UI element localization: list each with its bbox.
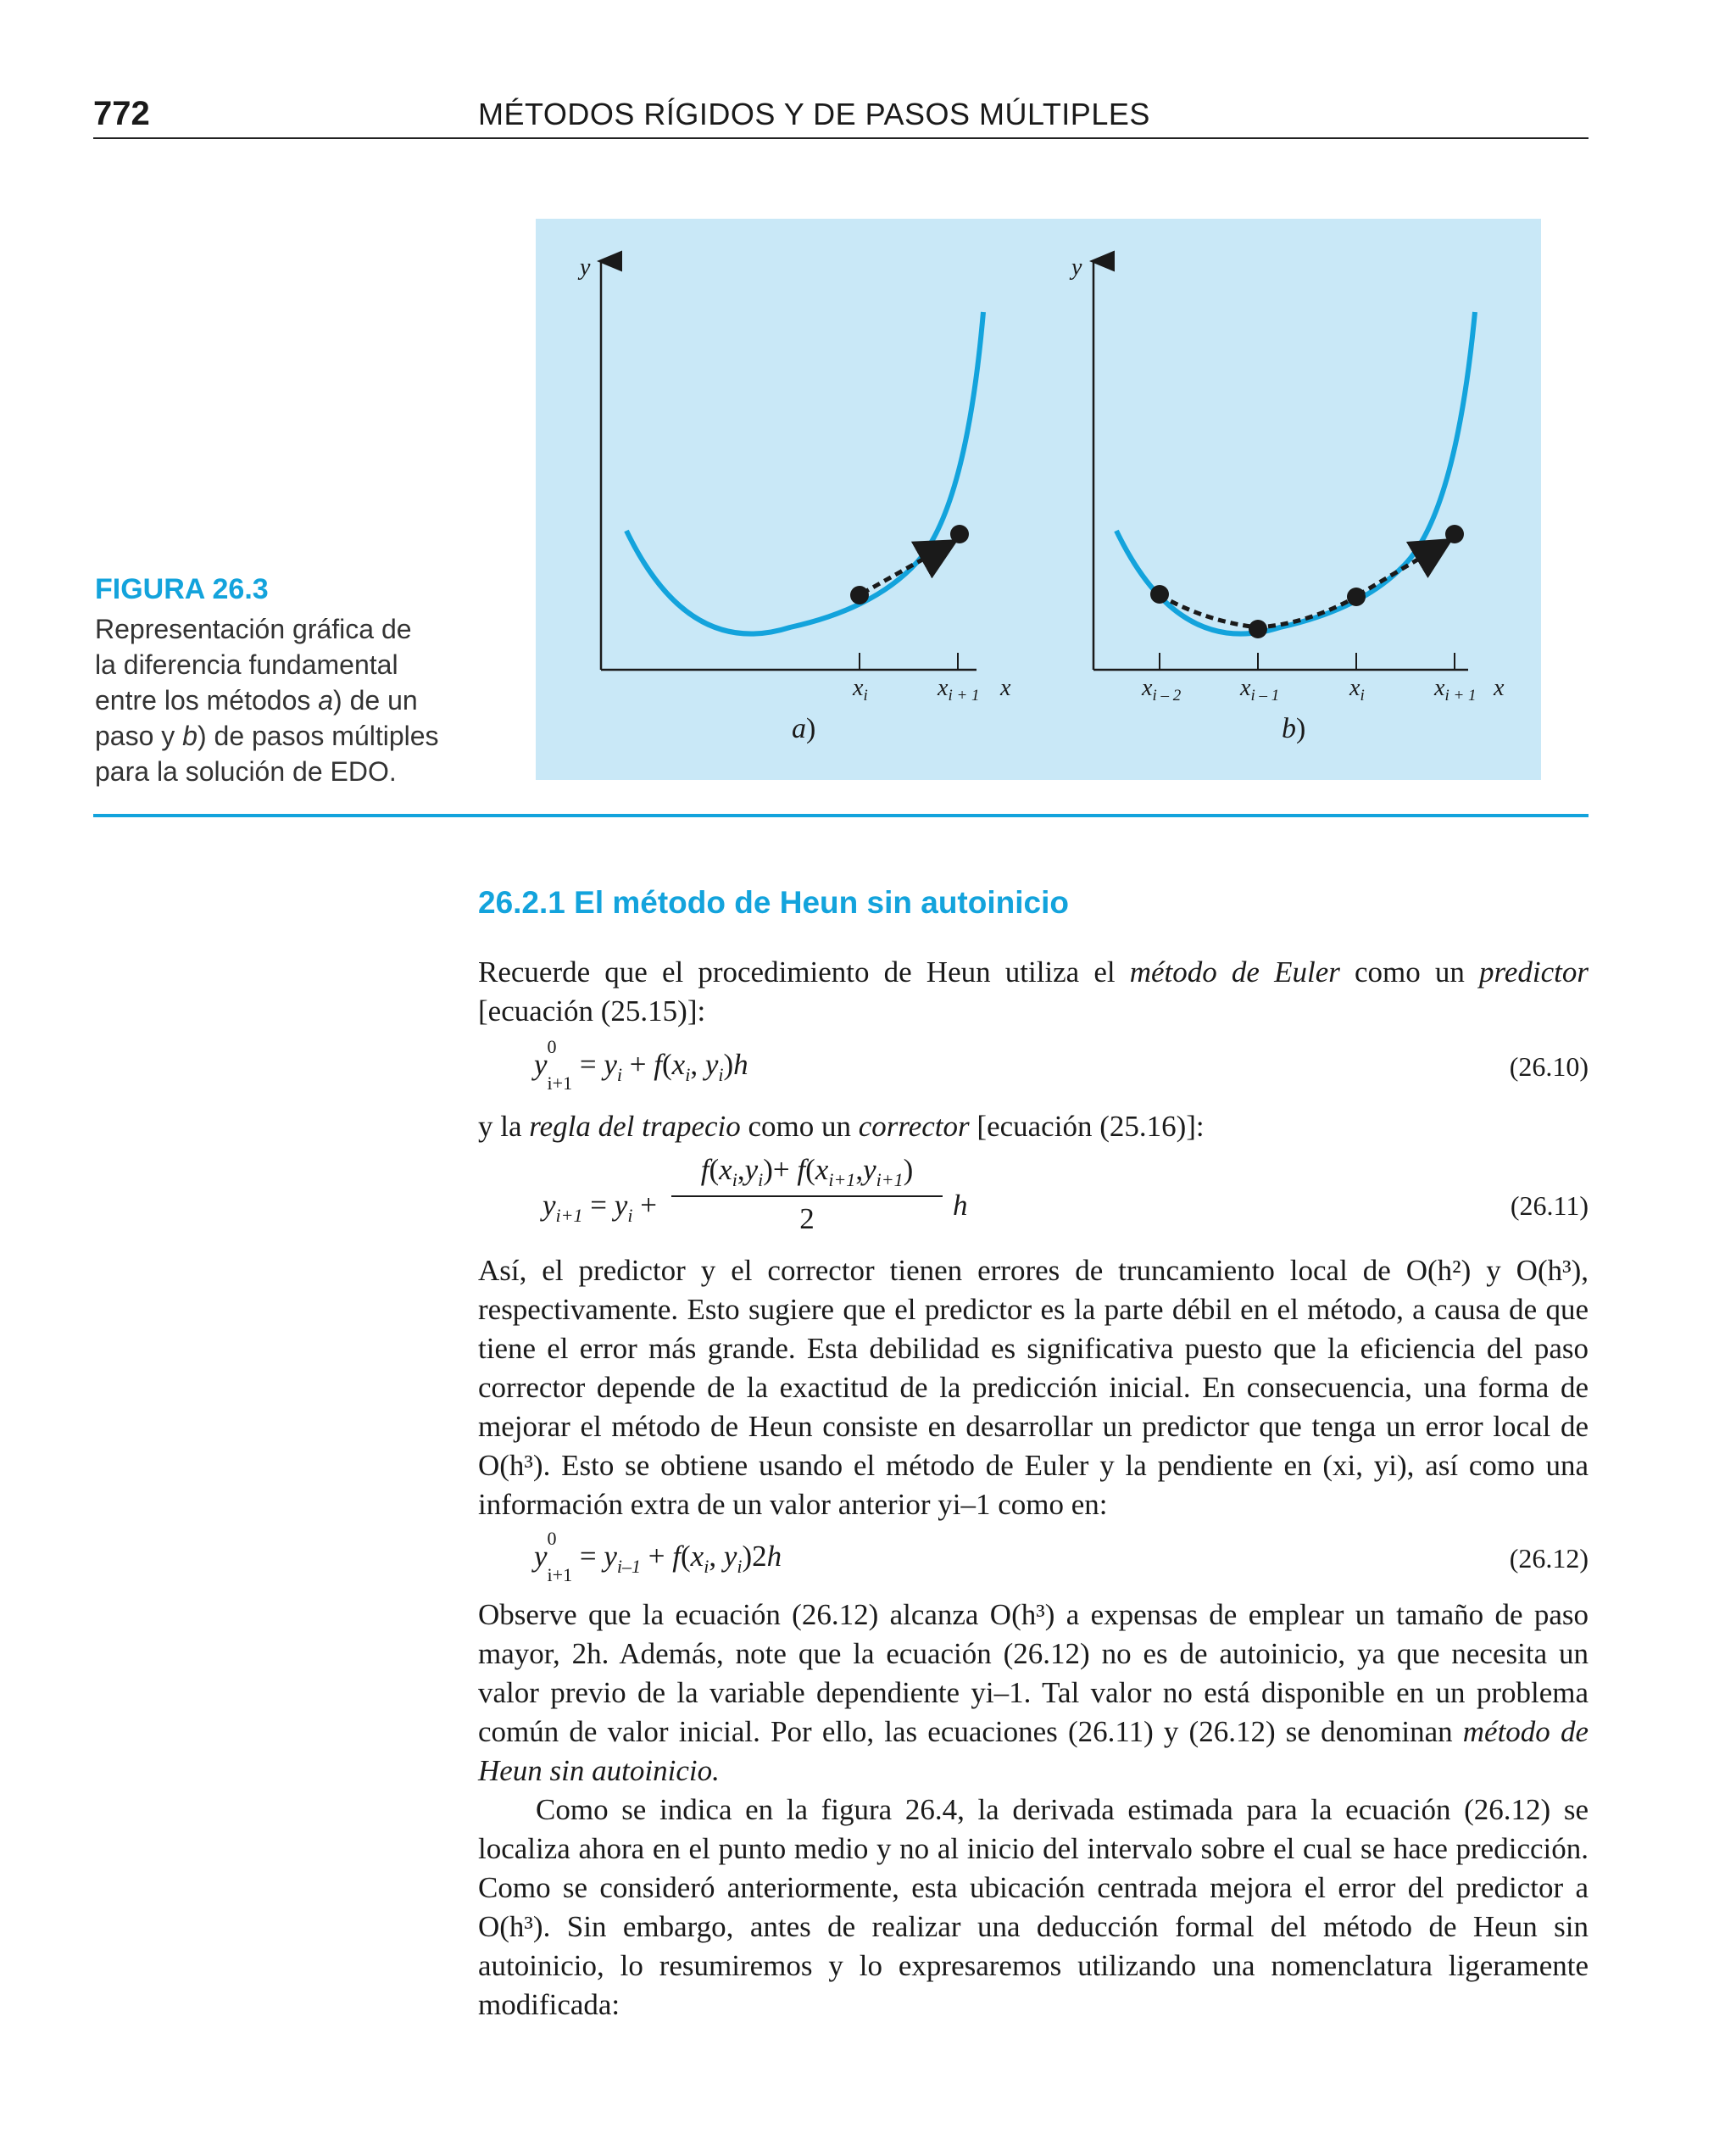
equation-26-10: y 0 $_{i+1} = y_i + f(x_i$, $y_i)h$ (534, 1036, 748, 1094)
equation-26-11: $y_{i+1} = y_i$ + $f(x_i,y_i)+ f(x_{i+1},y_{i+1})$ 2 h (542, 1153, 968, 1235)
svg-text:xi – 1: $x_{i - 1}$ (1240, 675, 1280, 705)
panel-b-x-label: x (1494, 675, 1505, 701)
panel-b-prediction-arrow (1358, 543, 1446, 595)
caption-title: FIGURA 26.3 (95, 573, 269, 605)
panel-a-label: a) (792, 713, 816, 744)
panel-a-curve (626, 312, 983, 634)
panel-b-y-label: y (1071, 254, 1082, 281)
panel-a-tick-label-xi: $x_i$ (853, 675, 868, 705)
equation-number-26-12: (26.12) (1509, 1543, 1589, 1574)
paragraph-3: Así, el predictor y el corrector tienen errores de truncamiento local de O(h²) y O(h³), respectivamente. Esto sugiere que el predictor es la parte débil en el método, a causa de que tiene el error más grande. Esta debilidad es significativa puesto que la eficiencia del paso corrector depende de la exactitud de la predicción inicial. En consecuencia, una forma de mejorar el método de Heun consiste en desarrollar un predictor que tenga un error local de O(h³). Esto se obtiene usando el método de Euler y la pendiente en (xi, yi), así como una información extra de un valor anterior yi–1 como en: (478, 1254, 1589, 1521)
paragraph-2: y la regla del trapecio como un corrector [ecuación (25.16)]: (478, 1110, 1205, 1143)
equation-number-26-10: (26.10) (1509, 1051, 1589, 1082)
figure-26-3 (536, 219, 1541, 780)
paragraph-1: Recuerde que el procedimiento de Heun utiliza el método de Euler como un predictor [ecuación (25.15)]: (478, 955, 1589, 1028)
caption-text: Representación gráfica de la diferencia fundamental entre los métodos a) de un paso y b) de pasos múltiples para la solución de EDO. (95, 614, 439, 787)
svg-text:xi: $x_i$ (1349, 675, 1365, 705)
paragraph-4: Observe que la ecuación (26.12) alcanza O(h³) a expensas de emplear un tamaño de paso mayor, 2h. Además, note que la ecuación (26.12) no es de autoinicio, ya que necesita un valor previo de la variable dependiente yi–1. Tal valor no está disponible en un problema común de valor inicial. Por ello, las ecuaciones (26.11) y (26.12) se denominan método de Heun sin autoinicio. (478, 1598, 1589, 1787)
panel-a (577, 254, 1011, 744)
panel-b-curve (1116, 312, 1475, 634)
paragraph-5: Como se indica en la figura 26.4, la derivada estimada para la ecuación (26.12) se localiza ahora en el punto medio y no al inicio del intervalo sobre el cual se hace predicción. Como se consideró anteriormente, esta ubicación centrada mejora el error del predictor a O(h³). Sin embargo, antes de realizar una deducción formal del método de Heun sin autoinicio, lo resumiremos y lo expresaremos utilizando una nomenclatura ligeramente modificada: (478, 1793, 1589, 2021)
equation-number-26-11: (26.11) (1510, 1190, 1589, 1221)
equation-26-12: y 0 $_{i+1} = y_{i-1} + f(x_i$, $y_i)2h$ (534, 1528, 782, 1585)
svg-text:xi + 1: $x_{i + 1}$ (1434, 675, 1477, 705)
panel-a-tick-label-xi1: $x_{i + 1}$ (938, 675, 980, 705)
panel-a-point-xi (850, 586, 869, 604)
figure-separator (93, 814, 1589, 817)
page-number: 772 (93, 95, 150, 132)
panel-b-label: b) (1282, 713, 1306, 744)
section-title: 26.2.1 El método de Heun sin autoinicio (478, 885, 1069, 920)
panel-a-point-xi1 (950, 525, 969, 543)
header-rule (93, 137, 1589, 139)
panel-a-prediction-arrow (862, 543, 951, 593)
svg-text:xi – 2: $x_{i - 2}$ (1142, 675, 1182, 705)
figure-caption (95, 573, 485, 789)
panel-a-x-label: x (1000, 675, 1011, 701)
panel-a-y-label: y (580, 254, 591, 281)
chapter-title: MÉTODOS RÍGIDOS Y DE PASOS MÚLTIPLES (478, 97, 1150, 131)
panel-b (1069, 254, 1505, 744)
